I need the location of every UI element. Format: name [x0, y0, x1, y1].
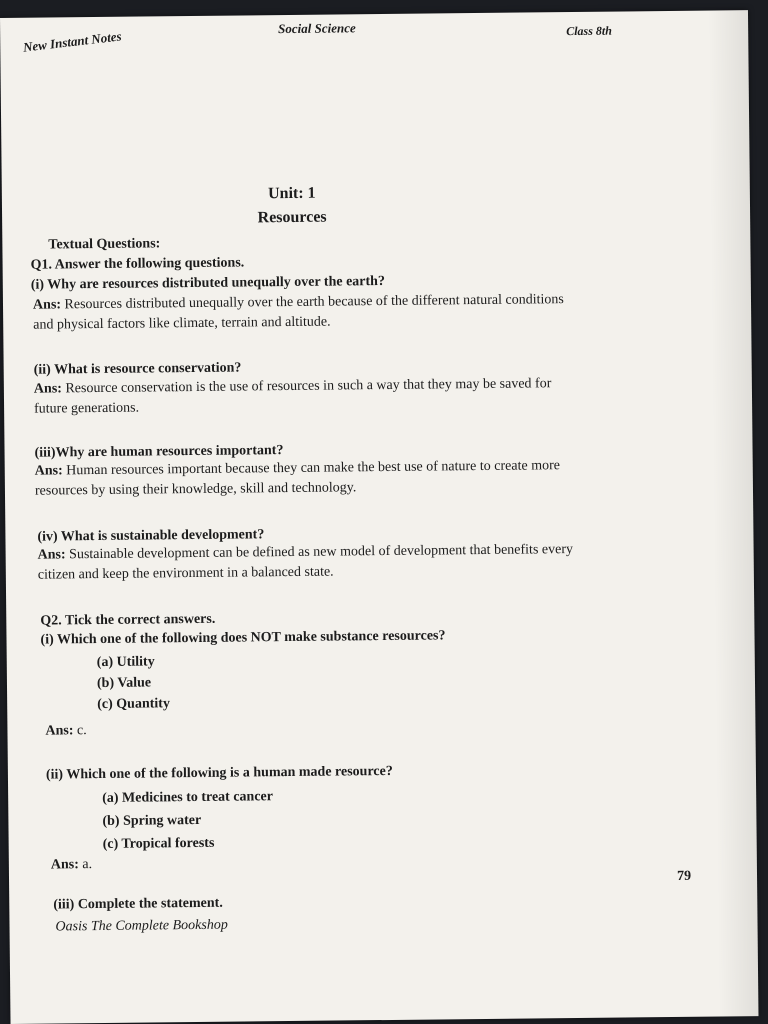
- q2-heading: Q2. Tick the correct answers.: [40, 611, 216, 629]
- header-left: New Instant Notes: [22, 28, 123, 55]
- q1-iii-answer: [35, 458, 560, 479]
- answer-text: Sustainable development can be defined as new model of development that benefits every: [69, 542, 574, 563]
- answer-label: Ans:: [45, 723, 74, 739]
- q1-ii-answer-cont: future generations.: [34, 400, 140, 417]
- q1-i-answer: [33, 292, 564, 314]
- q1-ii-answer: [34, 376, 552, 397]
- answer-text: Resource conservation is the use of resources in such a way that they may be saved for: [65, 376, 552, 397]
- answer-text: Resources distributed unequally over the earth because of the different natural conditions: [64, 292, 564, 313]
- q1-iv-answer: [38, 542, 573, 564]
- q2-i-option-c: (c) Quantity: [97, 696, 170, 713]
- q1-i-answer-cont: and physical factors like climate, terrain and altitude.: [33, 314, 331, 333]
- answer-text: Human resources important because they can make the best use of nature to create more: [66, 458, 561, 479]
- answer-text: a.: [82, 857, 93, 873]
- answer-label: Ans:: [34, 463, 63, 479]
- q1-iii-answer-cont: resources by using their knowledge, skill and technology.: [34, 480, 357, 499]
- q1-ii-question: (ii) What is resource conservation?: [33, 360, 242, 378]
- document-page: [0, 10, 758, 1024]
- q1-i-question: (i) Why are resources distributed unequally over the earth?: [30, 273, 386, 293]
- q1-heading: Q1. Answer the following questions.: [30, 255, 245, 273]
- chapter-title: Resources: [257, 208, 327, 227]
- page-number: 79: [676, 868, 692, 884]
- q2-ii-answer: [51, 857, 92, 873]
- answer-text: c.: [76, 723, 87, 739]
- q2-i-question: (i) Which one of the following does NOT make substance resources?: [40, 628, 446, 648]
- answer-label: Ans:: [32, 297, 62, 313]
- q2-iii-question: (iii) Complete the statement.: [53, 895, 223, 913]
- q2-ii-option-a: (a) Medicines to treat cancer: [102, 789, 274, 806]
- unit-title: Unit: 1: [267, 184, 316, 203]
- q2-ii-option-c: (c) Tropical forests: [102, 835, 215, 852]
- q1-iv-answer-cont: citizen and keep the environment in a balanced state.: [37, 564, 334, 583]
- q2-ii-question: (ii) Which one of the following is a human made resource?: [45, 763, 393, 783]
- q1-iii-question: (iii)Why are human resources important?: [34, 443, 284, 461]
- header-subject: Social Science: [278, 20, 356, 37]
- q2-i-answer: [45, 723, 86, 739]
- section-title: Textual Questions:: [48, 236, 161, 253]
- q2-i-option-a: (a) Utility: [96, 654, 155, 671]
- answer-label: Ans:: [37, 547, 66, 563]
- q2-i-option-b: (b) Value: [96, 675, 152, 692]
- answer-label: Ans:: [50, 857, 79, 873]
- answer-label: Ans:: [33, 381, 62, 397]
- footer-text: Oasis The Complete Bookshop: [55, 917, 228, 935]
- header-class: Class 8th: [566, 23, 612, 39]
- q2-ii-option-b: (b) Spring water: [102, 812, 202, 829]
- q1-iv-question: (iv) What is sustainable development?: [37, 527, 265, 545]
